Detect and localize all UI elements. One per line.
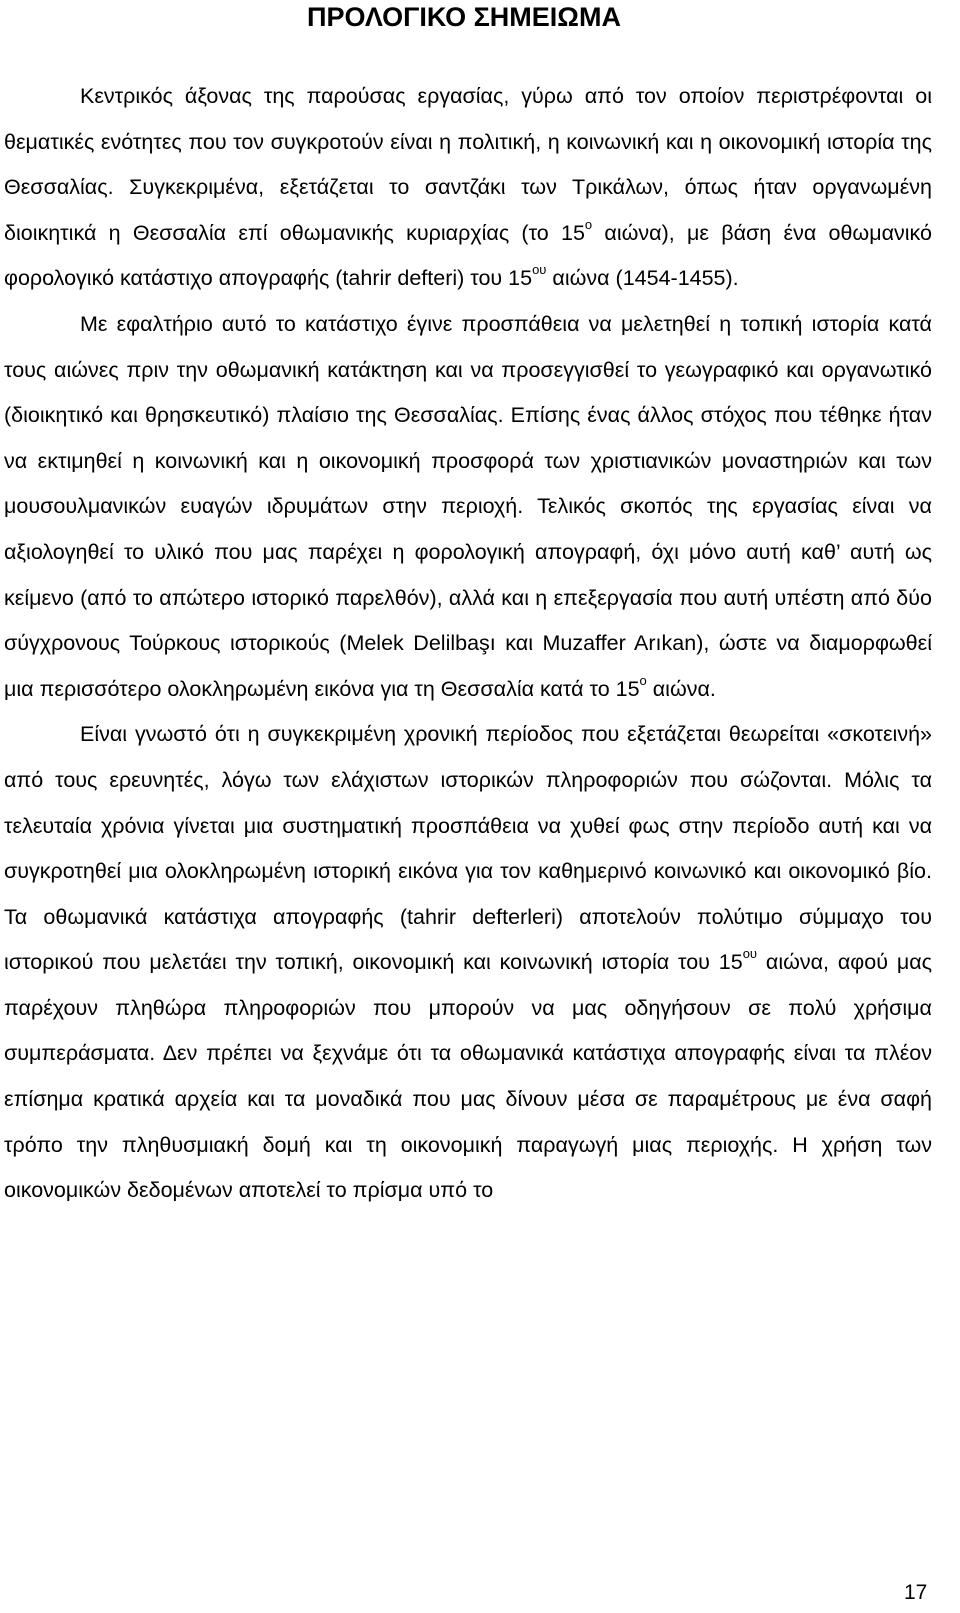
superscript-ordinal: ο (584, 216, 593, 232)
paragraph-3-text-b: αιώνα, αφού μας παρέχουν πληθώρα πληροφοριών που μπορούν να μας οδηγήσουν σε πολύ χρήσιμα συμπεράσματα. Δεν πρέπει να ξεχνάμε ότι τα οθωμανικά κατάστιχα απογραφής είναι τα πλέον επίσημα κρατικά αρχεία και τα μοναδικά που μας δίνουν μέσα σε παραμέτρους με ένα σαφή τρόπο την πληθυσμιακή δομή και τη οικονομική παραγωγή μιας περιοχής. Η χρήση των οικονομικών δεδομένων αποτελεί το πρίσμα υπό το (4, 950, 932, 1203)
body-text (4, 74, 932, 1214)
paragraph-2-text-a: Με εφαλτήριο αυτό το κατάστιχο έγινε προσπάθεια να μελετηθεί η τοπική ιστορία κατά τους αιώνες πριν την οθωμανική κατάκτηση και να προσεγγισθεί το γεωγραφικό και οργανωτικό (διοικητικό και θρησκευτικό) πλαίσιο της Θεσσαλίας. Επίσης ένας άλλος στόχος που τέθηκε ήταν να εκτιμηθεί η κοινωνική και η οικονομική προσφορά των χριστιανικών μοναστηριών και των μουσουλμανικών ευαγών ιδρυμάτων στην περιοχή. Τελικός σκοπός της εργασίας είναι να αξιολογηθεί το υλικό που μας παρέχει η φορολογική απογραφή, όχι μόνο αυτή καθ’ αυτή ως κείμενο (από το απώτερο ιστορικό παρελθόν), αλλά και η επεξεργασία που αυτή υπέστη από δύο σύγχρονους Τούρκους ιστορικούς (Melek Delilbaşı και Muzaffer Arıkan), ώστε να διαμορφωθεί μια περισσότερο ολοκληρωμένη εικόνα για τη Θεσσαλία κατά το 15 (4, 311, 932, 701)
paragraph-1-text-a: Κεντρικός άξονας της παρούσας εργασίας, γύρω από τον οποίον περιστρέφονται οι θεματικές ενότητες που τον συγκροτούν είναι η πολιτική, η κοινωνική και η οικονομική ιστορία της Θεσσαλίας. Συγκεκριμένα, εξετάζεται το σαντζάκι των Τρικάλων, όπως ήταν οργανωμένη διοικητικά η Θεσσαλία επί οθωμανικής κυριαρχίας (το 15 (4, 84, 932, 245)
paragraph-1 (4, 74, 932, 302)
superscript-ordinal: ο (639, 672, 647, 688)
superscript-ordinal: ου (532, 262, 547, 278)
paragraph-2-text-b: αιώνα. (646, 676, 716, 701)
paragraph-2 (4, 302, 932, 712)
page-title: ΠΡΟΛΟΓΙΚΟ ΣΗΜΕΙΩΜΑ (307, 2, 621, 32)
paragraph-3 (4, 712, 932, 1214)
paragraph-1-text-b: αιώνα), με βάση ένα οθωμανικό φορολογικό κατάστιχο απογραφής (tahrir defteri) του 15 (4, 220, 932, 291)
paragraph-3-text-a: Είναι γνωστό ότι η συγκεκριμένη χρονική περίοδος που εξετάζεται θεωρείται «σκοτεινή» από τους ερευνητές, λόγω των ελάχιστων ιστορικών πληροφοριών που σώζονται. Μόλις τα τελευταία χρόνια γίνεται μια συστηματική προσπάθεια να χυθεί φως στην περίοδο αυτή και να συγκροτηθεί μια ολοκληρωμένη ιστορική εικόνα για τον καθημερινό κοινωνικό και οικονομικό βίο. Τα οθωμανικά κατάστιχα απογραφής (tahrir defterleri) αποτελούν πολύτιμο σύμμαχο του ιστορικού που μελετάει την τοπική, οικονομική και κοινωνική ιστορία του 15 (4, 722, 932, 975)
superscript-ordinal: ου (742, 946, 758, 962)
paragraph-1-text-c: αιώνα (1454-1455). (546, 266, 739, 291)
page-number: 17 (904, 1581, 928, 1604)
